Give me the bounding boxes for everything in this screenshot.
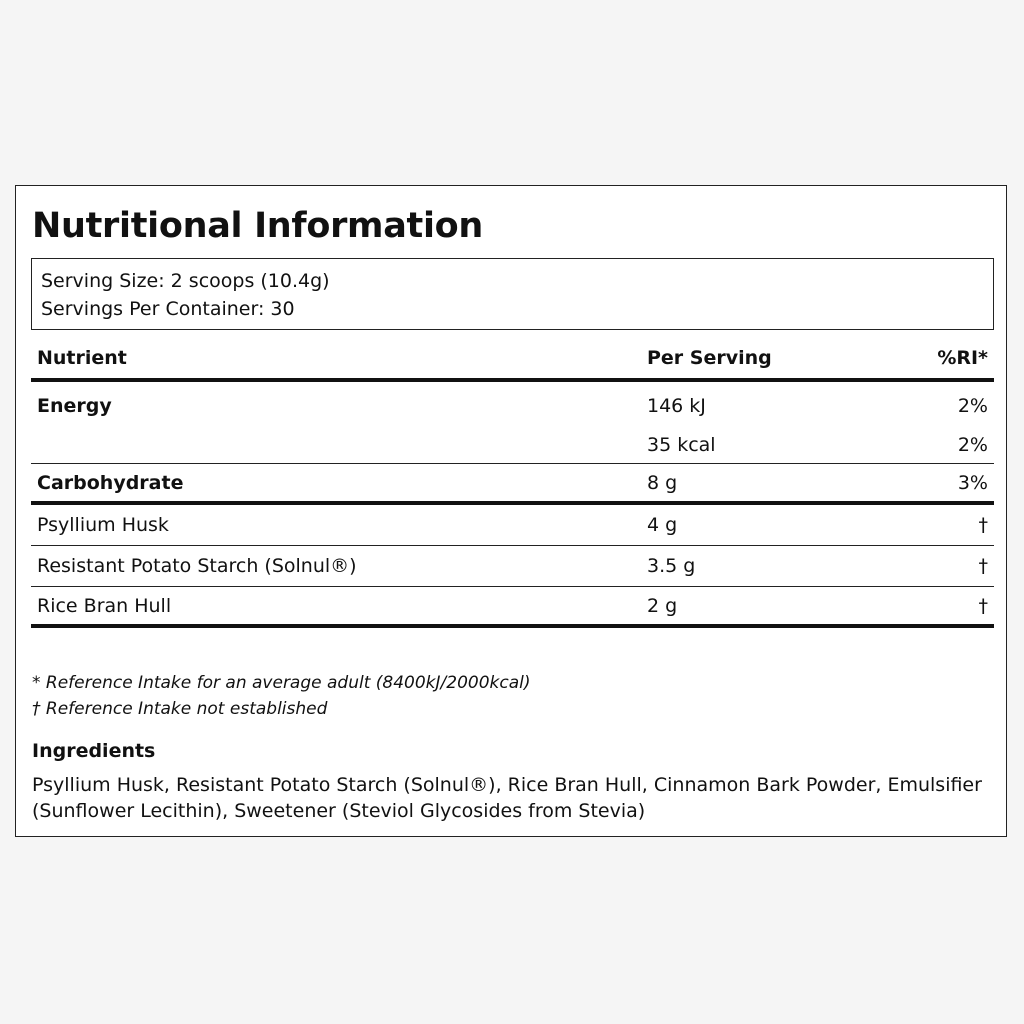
per-serving-value: 146 kJ bbox=[647, 395, 706, 417]
nutrient-name: Resistant Potato Starch (Solnul®) bbox=[37, 555, 357, 577]
ingredients-text: Psyllium Husk, Resistant Potato Starch (Solnul®), Rice Bran Hull, Cinnamon Bark Powder, Emulsifier (Sunflower Lecithin), Sweetener (Steviol Glycosides from Stevia) bbox=[32, 774, 982, 822]
nutrient-name: Psyllium Husk bbox=[37, 514, 169, 536]
table-row-resistant-potato-starch bbox=[31, 546, 994, 587]
per-serving-value: 4 g bbox=[647, 514, 678, 536]
table-row-carbohydrate bbox=[31, 464, 994, 505]
table-row-energy-kj bbox=[31, 386, 994, 426]
column-header-nutrient: Nutrient bbox=[37, 347, 127, 369]
ri-value: 2% bbox=[957, 433, 988, 456]
per-serving-value: 3.5 g bbox=[647, 555, 696, 577]
serving-info-box bbox=[31, 258, 994, 330]
table-row-psyllium-husk bbox=[31, 505, 994, 546]
table-row-rice-bran-hull bbox=[31, 587, 994, 628]
ingredients-heading: Ingredients bbox=[32, 740, 156, 762]
nutrient-name: Carbohydrate bbox=[37, 471, 184, 494]
serving-size: Serving Size: 2 scoops (10.4g) bbox=[41, 270, 330, 292]
table-header-row bbox=[31, 338, 994, 382]
ri-value: 2% bbox=[957, 395, 988, 417]
nutrition-table bbox=[31, 338, 994, 628]
nutrient-name: Rice Bran Hull bbox=[37, 594, 172, 617]
ri-value: † bbox=[978, 594, 988, 617]
servings-per-container: Servings Per Container: 30 bbox=[41, 298, 295, 320]
nutrition-label bbox=[15, 185, 1007, 837]
footnote-ri-adult: * Reference Intake for an average adult (8400kJ/2000kcal) bbox=[32, 673, 531, 693]
nutrient-name: Energy bbox=[37, 395, 112, 417]
ri-value: † bbox=[978, 555, 988, 577]
column-header-per-serving: Per Serving bbox=[647, 347, 772, 369]
ri-value: † bbox=[978, 514, 988, 536]
label-title: Nutritional Information bbox=[32, 206, 484, 246]
table-row-energy-kcal bbox=[31, 426, 994, 464]
per-serving-value: 35 kcal bbox=[647, 433, 716, 456]
footnotes bbox=[32, 670, 531, 722]
per-serving-value: 8 g bbox=[647, 471, 678, 494]
ri-value: 3% bbox=[957, 471, 988, 494]
footnote-ri-not-established: † Reference Intake not established bbox=[32, 699, 328, 719]
per-serving-value: 2 g bbox=[647, 594, 678, 617]
column-header-ri: %RI* bbox=[937, 347, 988, 369]
